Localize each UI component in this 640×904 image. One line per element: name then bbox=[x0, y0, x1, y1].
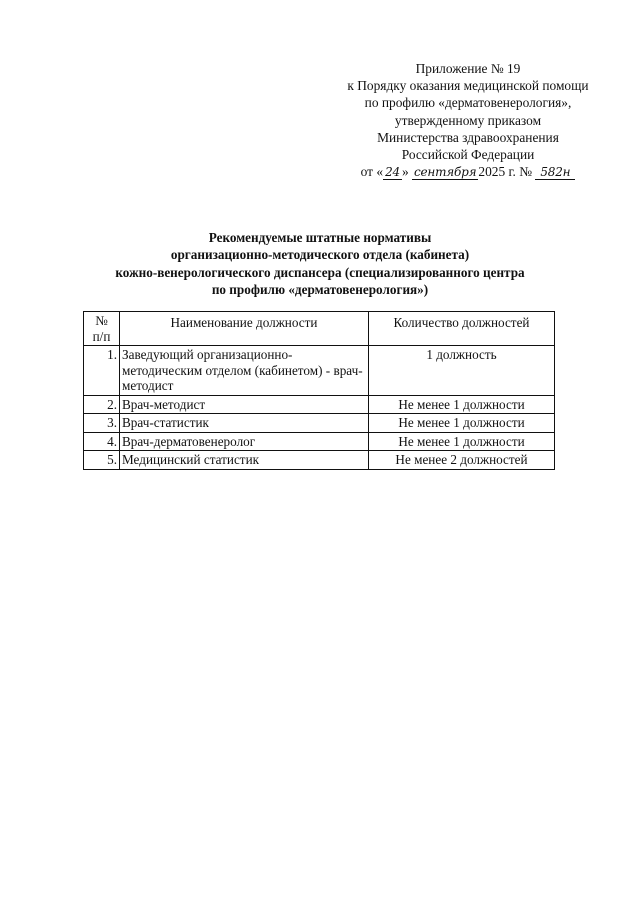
appendix-line: Российской Федерации bbox=[401, 147, 535, 163]
row-num: 2. bbox=[84, 395, 120, 414]
header-position-name: Наименование должности bbox=[120, 312, 369, 346]
document-title bbox=[60, 229, 580, 298]
appendix-line: к Порядку оказания медицинской помощи bbox=[347, 78, 589, 94]
date-day: 24 bbox=[385, 165, 400, 180]
row-num: 4. bbox=[84, 432, 120, 451]
title-line: кожно-венерологического диспансера (специализированного центра bbox=[115, 264, 525, 280]
row-position: Медицинский статистик bbox=[120, 451, 369, 470]
table-row bbox=[84, 395, 555, 414]
title-line: по профилю «дерматовенерология») bbox=[211, 281, 429, 297]
row-num: 1. bbox=[84, 346, 120, 396]
row-count: Не менее 1 должности bbox=[369, 432, 555, 451]
staffing-table bbox=[83, 311, 555, 470]
table-row bbox=[84, 346, 555, 396]
order-date-line bbox=[318, 163, 618, 180]
row-position: Врач-методист bbox=[120, 395, 369, 414]
appendix-number: Приложение № 19 bbox=[415, 61, 521, 76]
row-count: Не менее 1 должности bbox=[369, 395, 555, 414]
appendix-header bbox=[318, 60, 618, 180]
row-position: Заведующий организационно-методическим отделом (кабинетом) - врач-методист bbox=[120, 346, 369, 396]
row-count: Не менее 1 должности bbox=[369, 414, 555, 433]
order-number: 582н bbox=[535, 165, 575, 180]
date-mid: » bbox=[401, 164, 409, 180]
date-month: сентября bbox=[414, 165, 477, 180]
table-row bbox=[84, 414, 555, 433]
appendix-line: Министерства здравоохранения bbox=[377, 129, 559, 145]
row-position: Врач-статистик bbox=[120, 414, 369, 433]
date-prefix: от « bbox=[360, 164, 384, 180]
appendix-line: по профилю «дерматовенерология», bbox=[364, 95, 572, 111]
row-num: 3. bbox=[84, 414, 120, 433]
table-row bbox=[84, 432, 555, 451]
row-num: 5. bbox=[84, 451, 120, 470]
row-count: 1 должность bbox=[369, 346, 555, 396]
header-num: № п/п bbox=[84, 312, 120, 346]
row-count: Не менее 2 должностей bbox=[369, 451, 555, 470]
table-header-row bbox=[84, 312, 555, 346]
row-position: Врач-дерматовенеролог bbox=[120, 432, 369, 451]
title-line: организационно-методического отдела (кабинета) bbox=[170, 247, 470, 263]
table-row bbox=[84, 451, 555, 470]
date-year: 2025 г. № bbox=[478, 164, 532, 180]
header-position-count: Количество должностей bbox=[369, 312, 555, 346]
title-line: Рекомендуемые штатные нормативы bbox=[208, 230, 432, 245]
appendix-line: утвержденному приказом bbox=[394, 112, 542, 128]
